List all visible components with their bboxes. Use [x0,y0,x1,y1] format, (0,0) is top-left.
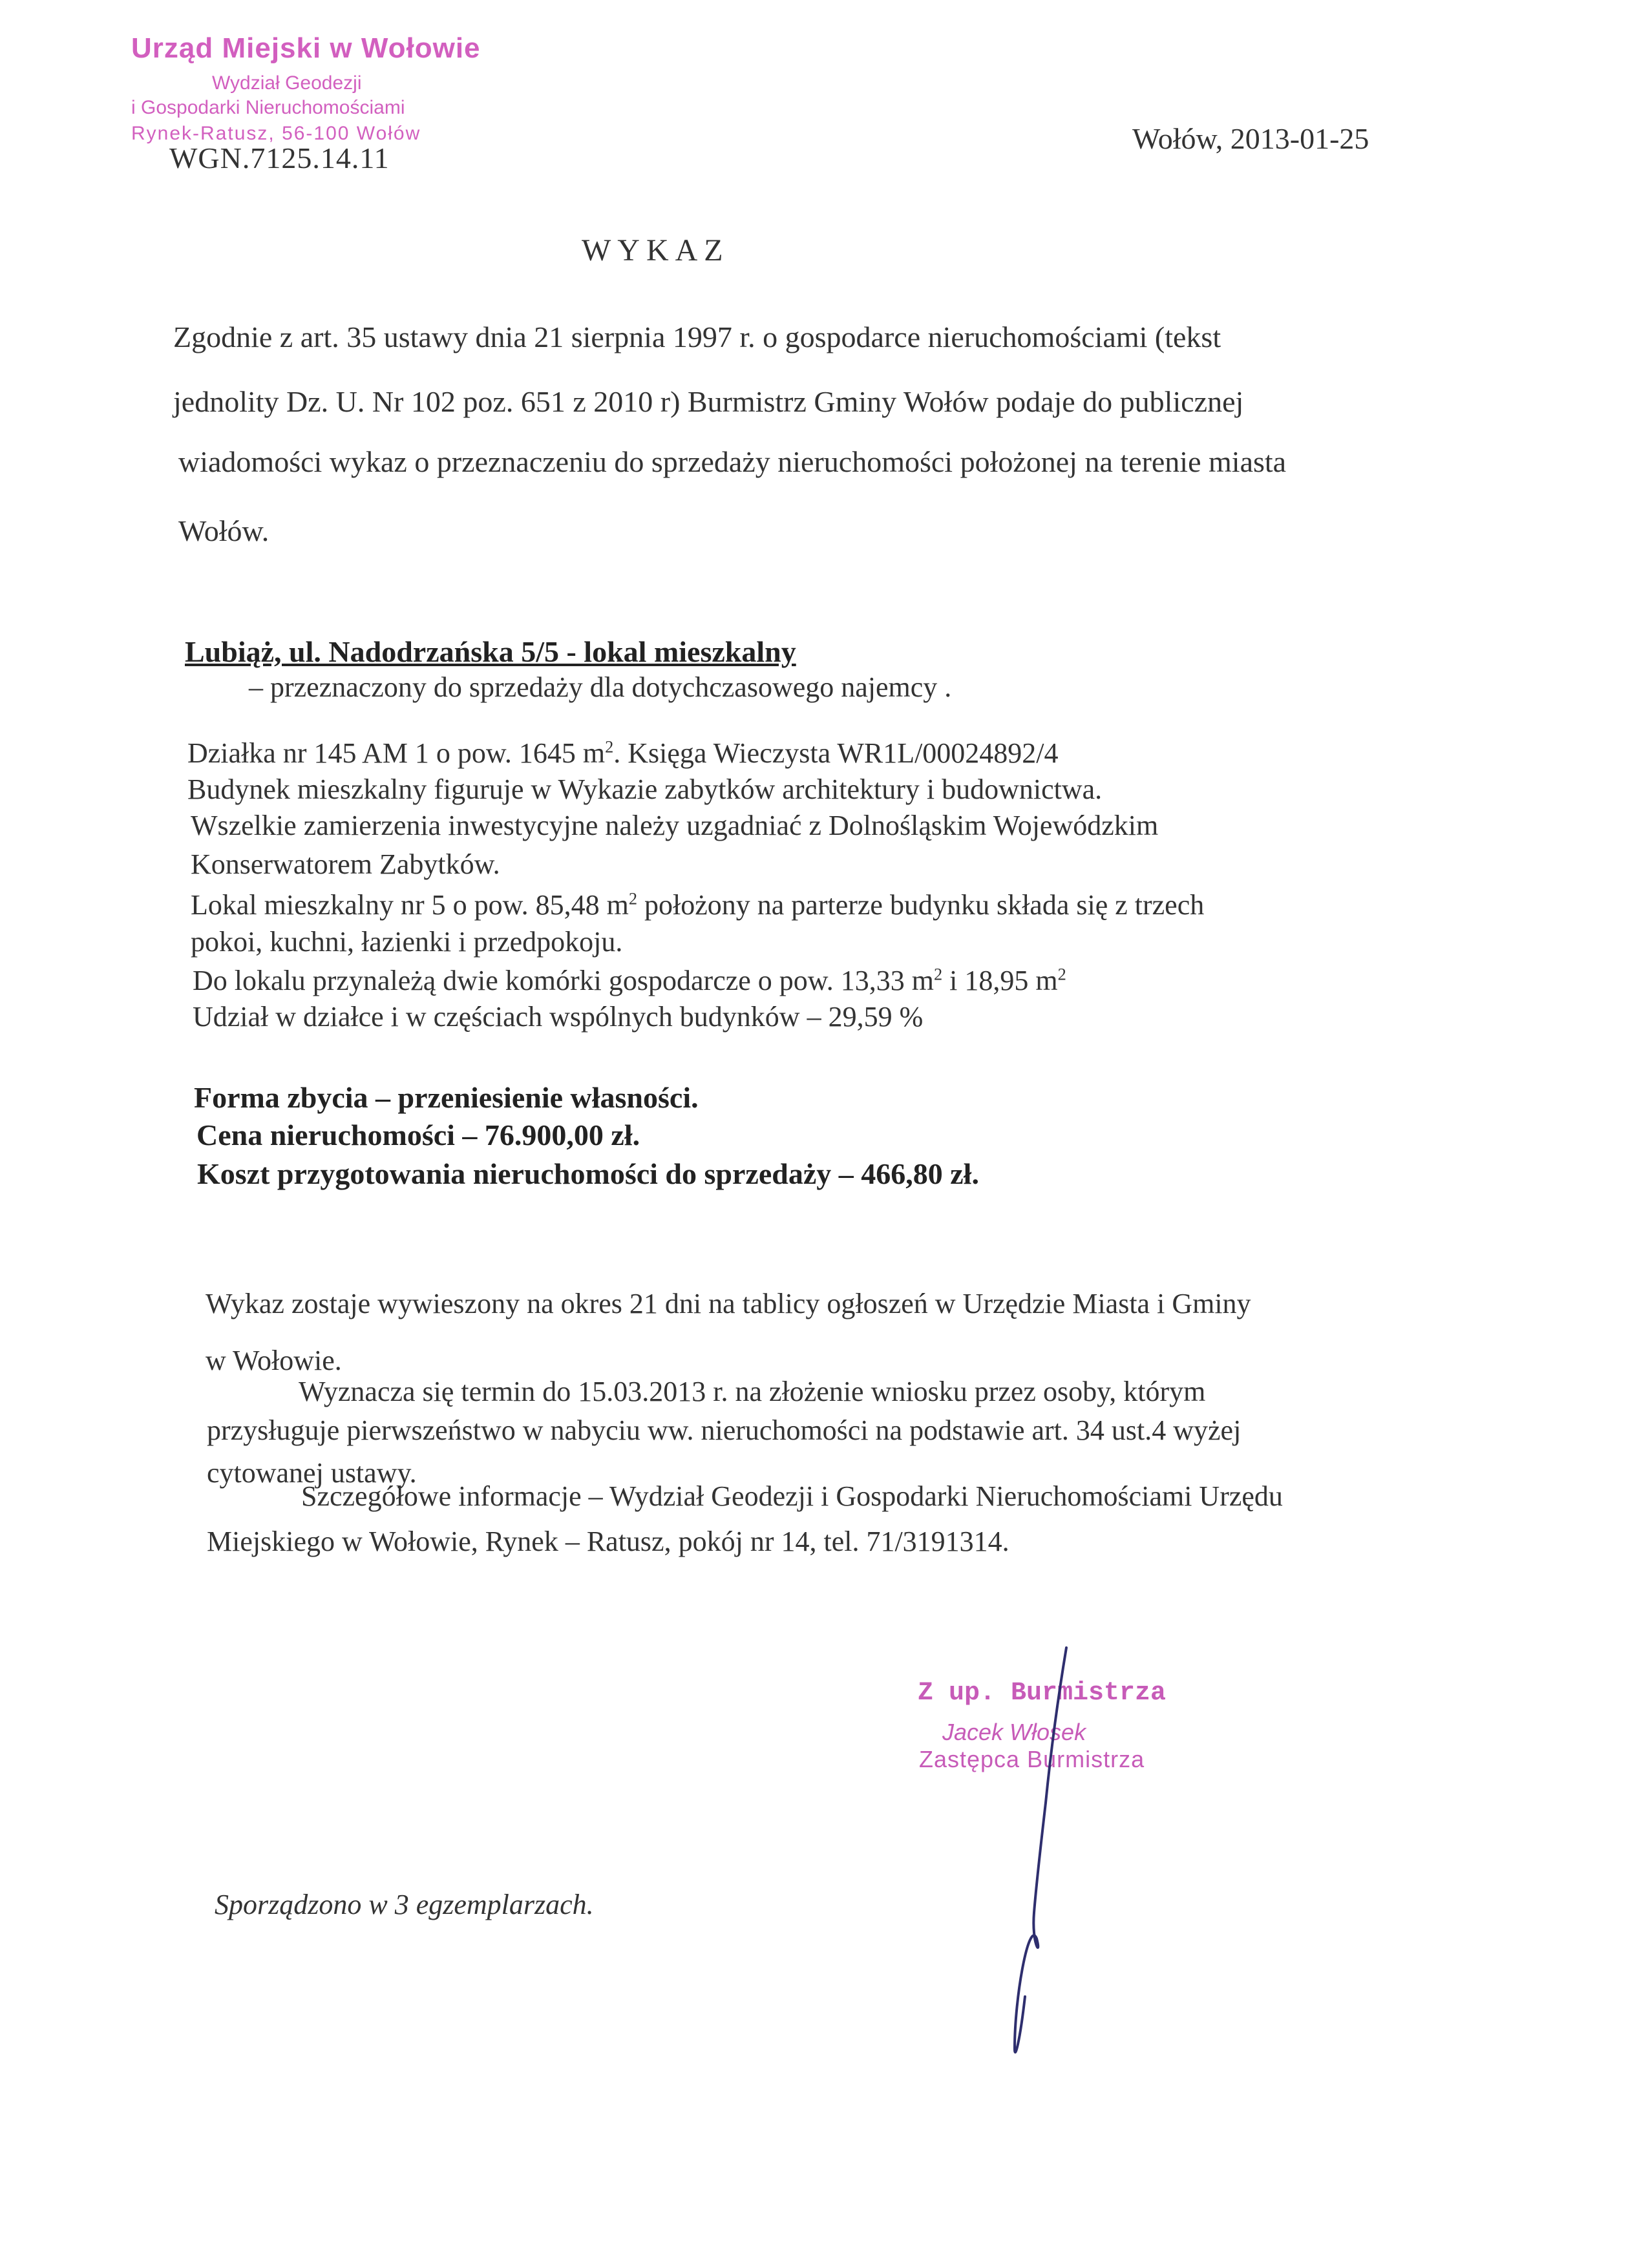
monument-note: Budynek mieszkalny figuruje w Wykazie zabytków architektury i budownictwa. [187,773,1103,805]
reference-number: WGN.7125.14.11 [169,142,390,174]
sale-form: Forma zbycia – przeniesienie własności. [194,1081,699,1114]
handwritten-signature [969,1635,1086,2087]
signature-role: Zastępca Burmistrza [919,1746,1145,1772]
announcement-line: Wykaz zostaje wywieszony na okres 21 dni na tablicy ogłoszeń w Urzędzie Miasta i Gminy [206,1288,1251,1319]
announcement-line: w Wołowie. [206,1345,342,1376]
superscript: 2 [933,964,943,984]
plot-details [187,737,1059,770]
property-heading: Lubiąż, ul. Nadodrzańska 5/5 - lokal mieszkalny [185,635,796,668]
cellars-text-cont: i 18,95 m [942,965,1058,996]
intro-line: Zgodnie z art. 35 ustawy dnia 21 sierpnia 1997 r. o gospodarce nieruchomościami (tekst [173,320,1221,353]
price: Cena nieruchomości – 76.900,00 zł. [196,1118,640,1151]
investment-note: Wszelkie zamierzenia inwestycyjne należy uzgadniać z Dolnośląskim Wojewódzkim [191,810,1159,841]
plot-text: Działka nr 145 AM 1 o pow. 1645 m [187,737,606,769]
intro-line: jednolity Dz. U. Nr 102 poz. 651 z 2010 r) Burmistrz Gminy Wołów podaje do publicznej [173,385,1244,418]
stamp-department-cont: i Gospodarki Nieruchomościami [131,97,405,118]
land-register-text: . Księga Wieczysta WR1L/00024892/4 [613,737,1059,769]
unit-details [191,888,1204,921]
cellars-details [193,964,1066,997]
signature-name: Jacek Włosek [942,1719,1086,1745]
investment-note-cont: Konserwatorem Zabytków. [191,848,500,880]
announcement-line: przysługuje pierwszeństwo w nabyciu ww. nieruchomości na podstawie art. 34 ust.4 wyżej [207,1414,1241,1446]
stamp-office-name: Urząd Miejski w Wołowie [131,32,481,64]
cellars-text: Do lokalu przynależą dwie komórki gospodarcze o pow. 13,33 m [193,965,934,996]
stamp-department: Wydział Geodezji [212,72,362,94]
preparation-cost: Koszt przygotowania nieruchomości do sprzedaży – 466,80 zł. [197,1157,979,1190]
property-purpose: – przeznaczony do sprzedaży dla dotychczasowego najemcy . [249,671,952,703]
stamp-address: Rynek-Ratusz, 56-100 Wołów [131,123,421,144]
announcement-line: Miejskiego w Wołowie, Rynek – Ratusz, pokój nr 14, tel. 71/3191314. [207,1526,1009,1557]
rooms-text: pokoi, kuchni, łazienki i przedpokoju. [191,926,623,958]
intro-line: wiadomości wykaz o przeznaczeniu do sprzedaży nieruchomości położonej na terenie miasta [178,445,1287,478]
document-date: Wołów, 2013-01-25 [1132,122,1369,155]
superscript: 2 [1057,964,1066,984]
copies-note: Sporządzono w 3 egzemplarzach. [215,1889,594,1920]
unit-text-cont: położony na parterze budynku składa się z trzech [637,889,1205,921]
announcement-line: Wyznacza się termin do 15.03.2013 r. na złożenie wniosku przez osoby, którym [299,1376,1206,1407]
document-title: WYKAZ [582,233,730,268]
announcement-line: Szczegółowe informacje – Wydział Geodezji i Gospodarki Nieruchomościami Urzędu [301,1480,1283,1512]
intro-line: Wołów. [178,514,269,547]
signature-authority: Z up. Burmistrza [918,1679,1167,1708]
unit-text: Lokal mieszkalny nr 5 o pow. 85,48 m [191,889,629,921]
superscript: 2 [628,888,638,908]
superscript: 2 [605,737,614,757]
announcement-line: cytowanej ustawy. [207,1457,417,1489]
share-text: Udział w działce i w częściach wspólnych budynków – 29,59 % [193,1001,924,1033]
